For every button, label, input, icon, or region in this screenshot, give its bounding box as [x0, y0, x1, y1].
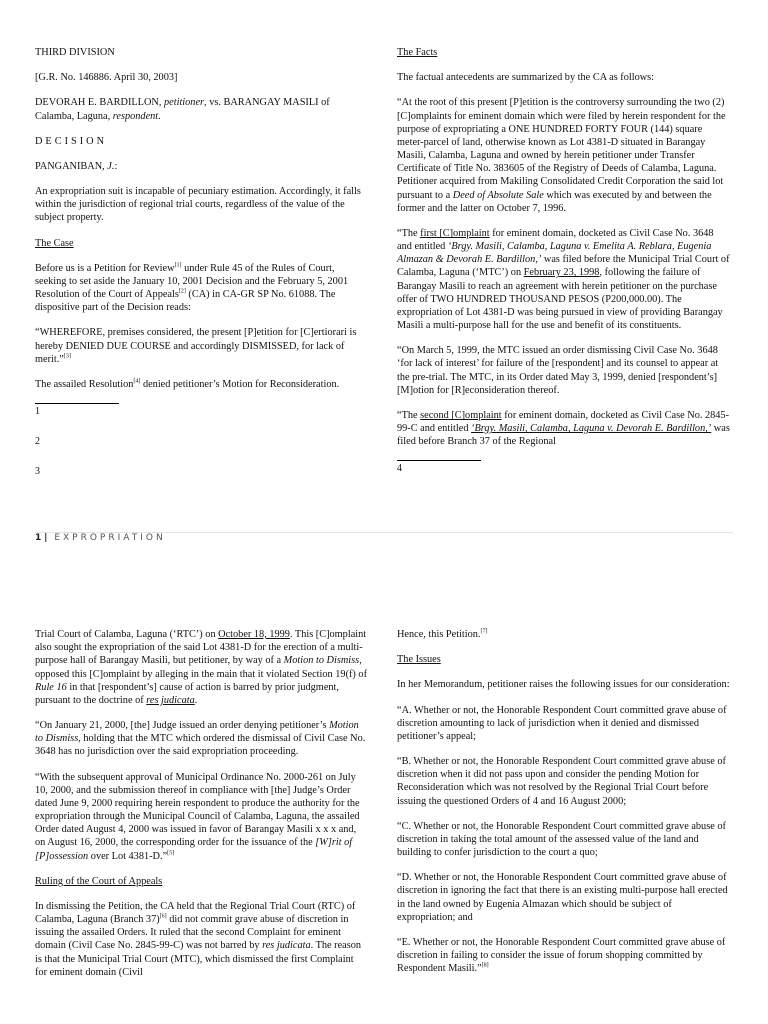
footnote-ref[interactable]: [6]: [159, 913, 167, 920]
footnote-ref[interactable]: [8]: [481, 962, 489, 969]
issue-item: “A. Whether or not, the Honorable Respondent Court committed grave abuse of discretion amounting to lack of jurisdiction when it denied and dismissed petitioner’s appeal;: [397, 704, 727, 742]
facts-paragraph: Trial Court of Calamba, Laguna (‘RTC’) on October 18, 1999. This [C]omplaint also sought the expropriation of the said Lot 4381-D for the erection of a multi-purpose hall of Barangay Masili, but petitioner, by way of a Motion to Dismiss, opposed this [C]omplaint by alleging in the main that it violated Section 19(f) of Rule 16 in that [respondent’s] cause of action is barred by prior judgment, pursuant to the doctrine of res judicata.: [35, 629, 368, 706]
section-heading-ruling: Ruling of the Court of Appeals: [35, 875, 163, 887]
footnote-ref[interactable]: [3]: [63, 353, 71, 360]
footnote-number: 4: [397, 463, 402, 475]
footnote-divider: [397, 460, 481, 461]
facts-paragraph: “With the subsequent approval of Municipal Ordinance No. 2000-261 on July 10, 2000, and the submission thereof in compliance with [the] Judge’s Order dated June 9, 2000 requiring herein respondent to produce the authority for the expropriation through the Municipal Council of Calamba, Laguna, the assailed Order dated August 4, 2000 was issued in favor of Barangay Masili x x x and, on August 16, 2000, the corresponding order for the issuance of the [W]rit of [P]ossession over Lot 4381-D.”[5]: [35, 771, 360, 862]
page-footer: [35, 533, 166, 545]
hence-paragraph: Hence, this Petition.[7]: [397, 628, 488, 640]
decision-heading: DECISION: [35, 135, 108, 147]
ruling-paragraph: In dismissing the Petition, the CA held that the Regional Trial Court (RTC) of Calamba, Laguna (Branch 37)[6] did not commit grave abuse of discretion in issuing the assailed Orders. It ruled that the second Complaint for eminent domain (Civil Case No. 2845-99-C) was not barred by res judicata. The reason is that the Municipal Trial Court (MTC), which dismissed the first Complaint for eminent domain (Civil: [35, 900, 362, 978]
footer-separator: |: [44, 533, 48, 543]
page-number: 1: [35, 533, 42, 543]
syllabus-paragraph: An expropriation suit is incapable of pecuniary estimation. Accordingly, it falls within the jurisdiction of regional trial courts, regardless of the value of the subject property.: [35, 186, 361, 224]
page-2-right-column: [397, 628, 730, 987]
ponente: PANGANIBAN, J.:: [35, 160, 118, 172]
page-1-left-column: [35, 46, 368, 495]
footnote-number: 1: [35, 406, 40, 418]
case-number: [G.R. No. 146886. April 30, 2003]: [35, 72, 178, 84]
assailed-resolution-paragraph: The assailed Resolution[4] denied petitioner’s Motion for Reconsideration.: [35, 378, 340, 390]
dispositive-quote: “WHEREFORE, premises considered, the present [P]etition for [C]ertiorari is hereby DENIED DUE COURSE and accordingly DISMISSED, for lack of merit.”[3]: [35, 327, 357, 365]
footer-section-title: EXPROPRIATION: [54, 533, 166, 543]
footnote-ref[interactable]: [4]: [133, 378, 141, 385]
division-label: THIRD DIVISION: [35, 47, 115, 58]
footnote-ref[interactable]: [5]: [167, 850, 175, 857]
issue-item: “E. Whether or not, the Honorable Respondent Court committed grave abuse of discretion in failing to consider the issue of forum shopping committed by Respondent Masili.”[8]: [397, 936, 726, 975]
facts-paragraph: “The first [C]omplaint for eminent domain, docketed as Civil Case No. 3648 and entitled ‘Brgy. Masili, Calamba, Laguna v. Emelita A. Reblara, Eugenia Almazan & Devorah E. Bardillon,’ was filed before the Municipal Trial Court of Calamba, Laguna (‘MTC’) on February 23, 1998, following the failure of Barangay Masili to reach an agreement with herein petitioner on the purchase offer of TWO HUNDRED THOUSAND PESOS (P200,000.00). The expropriation of Lot 4381-D was being pursued in view of providing Barangay Masili a multi-purpose hall for the use and benefit of its constituents.: [397, 227, 730, 332]
facts-paragraph: “The second [C]omplaint for eminent domain, docketed as Civil Case No. 2845-99-C and entitled ‘Brgy. Masili, Calamba, Laguna v. Devorah E. Bardillon,’ was filed before Branch 37 of the Regional: [397, 409, 730, 448]
issue-item: “D. Whether or not, the Honorable Respondent Court committed grave abuse of discretion in ignoring the fact that there is an existing multi-purpose hall erected in the land owned by Eugenia Almazan which should be subject of expropriation; and: [397, 872, 728, 923]
section-heading-the-issues: The Issues: [397, 654, 441, 666]
section-heading-the-facts: The Facts: [397, 47, 438, 58]
issue-item: “B. Whether or not, the Honorable Respondent Court committed grave abuse of discretion when it did not pass upon and consider the pending Motion for Reconsideration which was not resolved by the Regional Trial Court before issuing the questioned Orders of 4 and 16 August 2000;: [397, 756, 726, 807]
footnote-divider: [35, 403, 119, 404]
page-1-right-column: [397, 46, 730, 493]
page-2-left-column: [35, 628, 368, 991]
issue-item: “C. Whether or not, the Honorable Respondent Court committed grave abuse of discretion in taking the total amount of the assessed value of the land and building to confer jurisdiction to the court a quo;: [397, 820, 726, 859]
footnote-ref[interactable]: [1]: [174, 262, 182, 269]
footnote-ref[interactable]: [7]: [480, 628, 488, 635]
case-parties: DEVORAH E. BARDILLON, petitioner, vs. BARANGAY MASILI of Calamba, Laguna, respondent.: [35, 97, 330, 122]
page-gap: [0, 560, 768, 600]
facts-intro: The factual antecedents are summarized by the CA as follows:: [397, 72, 655, 84]
page-2: [0, 600, 768, 1024]
facts-paragraph: “At the root of this present [P]etition is the controversy surrounding the two (2) [C]omplaints for eminent domain which were filed by herein respondent for the purpose of expropriating a ONE HUNDRED FORTY FOUR (144) square meter-parcel of land, otherwise known as Lot 4381-D situated in Barangay Masili, Calamba, Laguna and owned by herein petitioner under Transfer Certificate of Title No. 383605 of the Registry of Deeds of Calamba, Laguna. Petitioner acquired from Makiling Consolidated Credit Corporation the said lot pursuant to a Deed of Absolute Sale which was executed by and between the former and the latter on October 7, 1996.: [397, 97, 726, 214]
footnote-number: 3: [35, 465, 40, 477]
section-heading-the-case: The Case: [35, 237, 74, 249]
case-paragraph: Before us is a Petition for Review[1] under Rule 45 of the Rules of Court, seeking to set aside the January 10, 2001 Decision and the February 5, 2001 Resolution of the Court of Appeals[2] (CA) in CA-GR SP No. 61088. The dispositive part of the Decision reads:: [35, 262, 349, 314]
footnote-number: 2: [35, 435, 40, 447]
issues-intro: In her Memorandum, petitioner raises the following issues for our consideration:: [397, 679, 730, 691]
facts-paragraph: “On January 21, 2000, [the] Judge issued an order denying petitioner’s Motion to Dismiss, holding that the MTC which ordered the dismissal of Civil Case No. 3648 has no jurisdiction over the said expropriation proceeding.: [35, 720, 366, 758]
footnote-ref[interactable]: [2]: [178, 288, 186, 295]
facts-paragraph: “On March 5, 1999, the MTC issued an order dismissing Civil Case No. 3648 ‘for lack of interest’ for failure of the [respondent] and its counsel to appear at the pre-trial. The MTC, in its Order dated May 3, 1999, denied [respondent’s] [M]otion for [R]econsideration thereof.: [397, 345, 719, 396]
